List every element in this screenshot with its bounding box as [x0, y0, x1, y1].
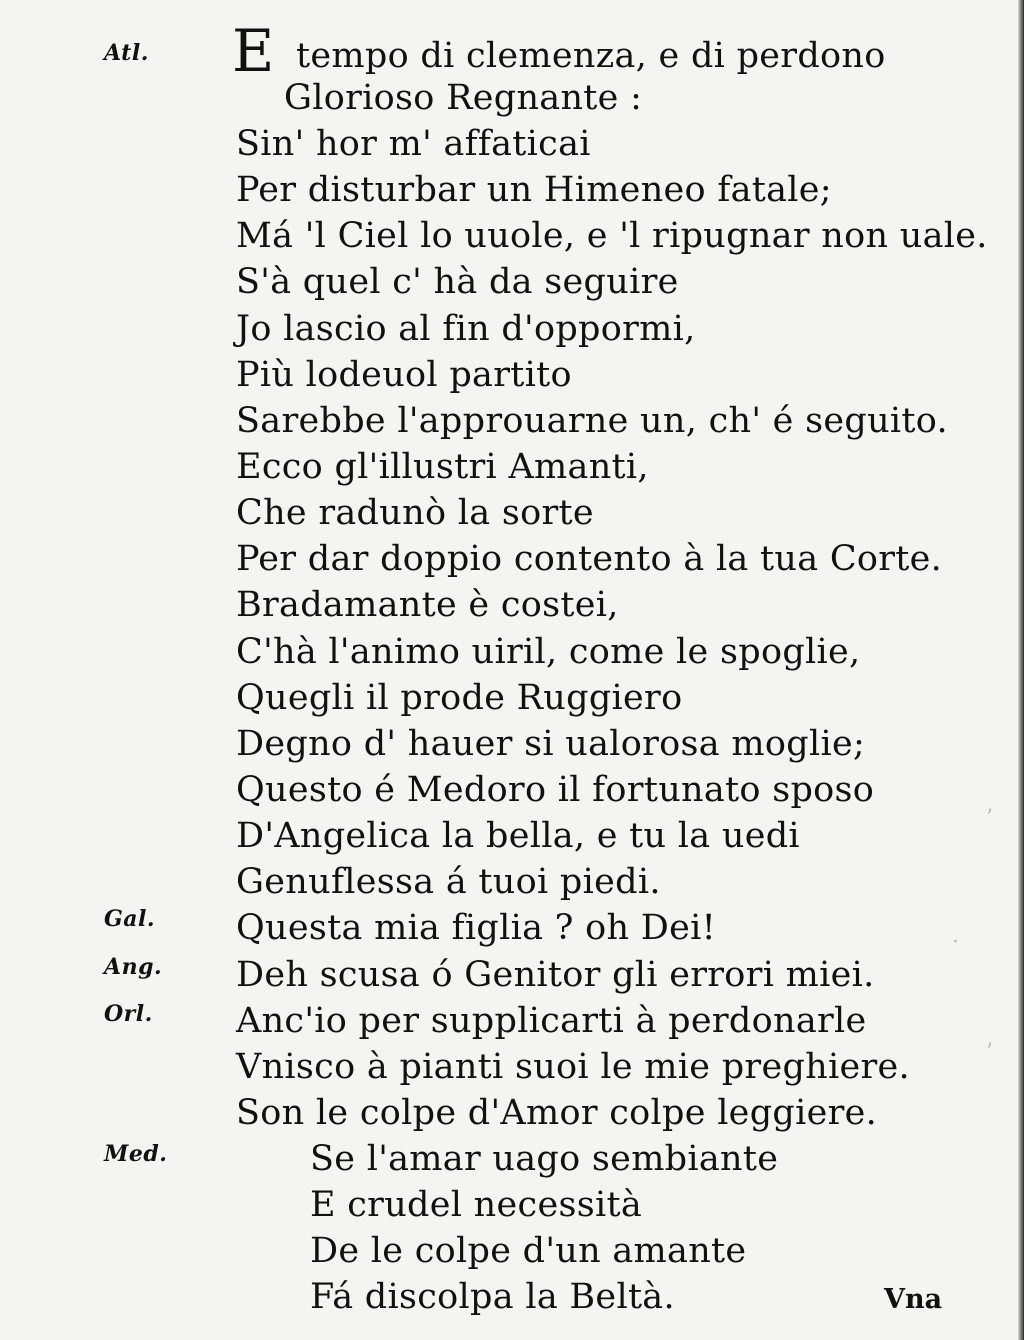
speaker-label-gal: Gal.: [104, 906, 156, 932]
show-through-mark: ’: [986, 806, 993, 831]
verse-line-12: Per dar doppio contento à la tua Corte.: [236, 539, 943, 579]
verse-line-6: S'à quel c' hà da seguire: [236, 262, 679, 302]
verse-line-18: D'Angelica la bella, e tu la uedi: [236, 816, 800, 856]
verse-line-5: Má 'l Ciel lo uuole, e 'l ripugnar non uale.: [236, 216, 988, 256]
speaker-label-ang: Ang.: [104, 954, 163, 980]
verse-line-27: De le colpe d'un amante: [310, 1231, 747, 1271]
verse-line-22: Anc'io per supplicarti à perdonarle: [236, 1001, 867, 1041]
show-through-mark: ·: [952, 930, 959, 955]
verse-line-15: Quegli il prode Ruggiero: [236, 678, 683, 718]
verse-line-19: Genuflessa á tuoi piedi.: [236, 862, 661, 902]
page-edge-shadow: [1018, 0, 1024, 1340]
verse-line-1: tempo di clemenza, e di perdono: [296, 36, 886, 76]
speaker-label-orl: Orl.: [104, 1001, 153, 1027]
verse-line-7: Jo lascio al fin d'oppormi,: [236, 309, 696, 349]
speaker-label-atl: Atl.: [104, 40, 149, 66]
drop-cap: E: [232, 17, 275, 85]
verse-line-28: Fá discolpa la Beltà.: [310, 1277, 675, 1317]
verse-line-8: Più lodeuol partito: [236, 355, 572, 395]
verse-line-14: C'hà l'animo uiril, come le spoglie,: [236, 632, 861, 672]
verse-line-4: Per disturbar un Himeneo fatale;: [236, 170, 832, 210]
verse-line-2: Glorioso Regnante :: [284, 78, 643, 118]
verse-line-26: E crudel necessità: [310, 1185, 643, 1225]
catchword: Vna: [884, 1284, 943, 1315]
verse-line-10: Ecco gl'illustri Amanti,: [236, 447, 649, 487]
verse-line-13: Bradamante è costei,: [236, 585, 619, 625]
verse-line-11: Che radunò la sorte: [236, 493, 594, 533]
verse-line-3: Sin' hor m' affaticai: [236, 124, 591, 164]
speaker-label-med: Med.: [104, 1141, 168, 1167]
show-through-mark: ’: [986, 1040, 993, 1065]
verse-line-21: Deh scusa ó Genitor gli errori miei.: [236, 955, 875, 995]
verse-line-17: Questo é Medoro il fortunato sposo: [236, 770, 875, 810]
verse-line-25: Se l'amar uago sembiante: [310, 1139, 779, 1179]
verse-line-24: Son le colpe d'Amor colpe leggiere.: [236, 1093, 878, 1133]
verse-line-23: Vnisco à pianti suoi le mie preghiere.: [236, 1047, 910, 1087]
verse-line-9: Sarebbe l'approuarne un, ch' é seguito.: [236, 401, 948, 441]
verse-line-16: Degno d' hauer si ualorosa moglie;: [236, 724, 866, 764]
verse-line-20: Questa mia figlia ? oh Dei!: [236, 908, 717, 948]
